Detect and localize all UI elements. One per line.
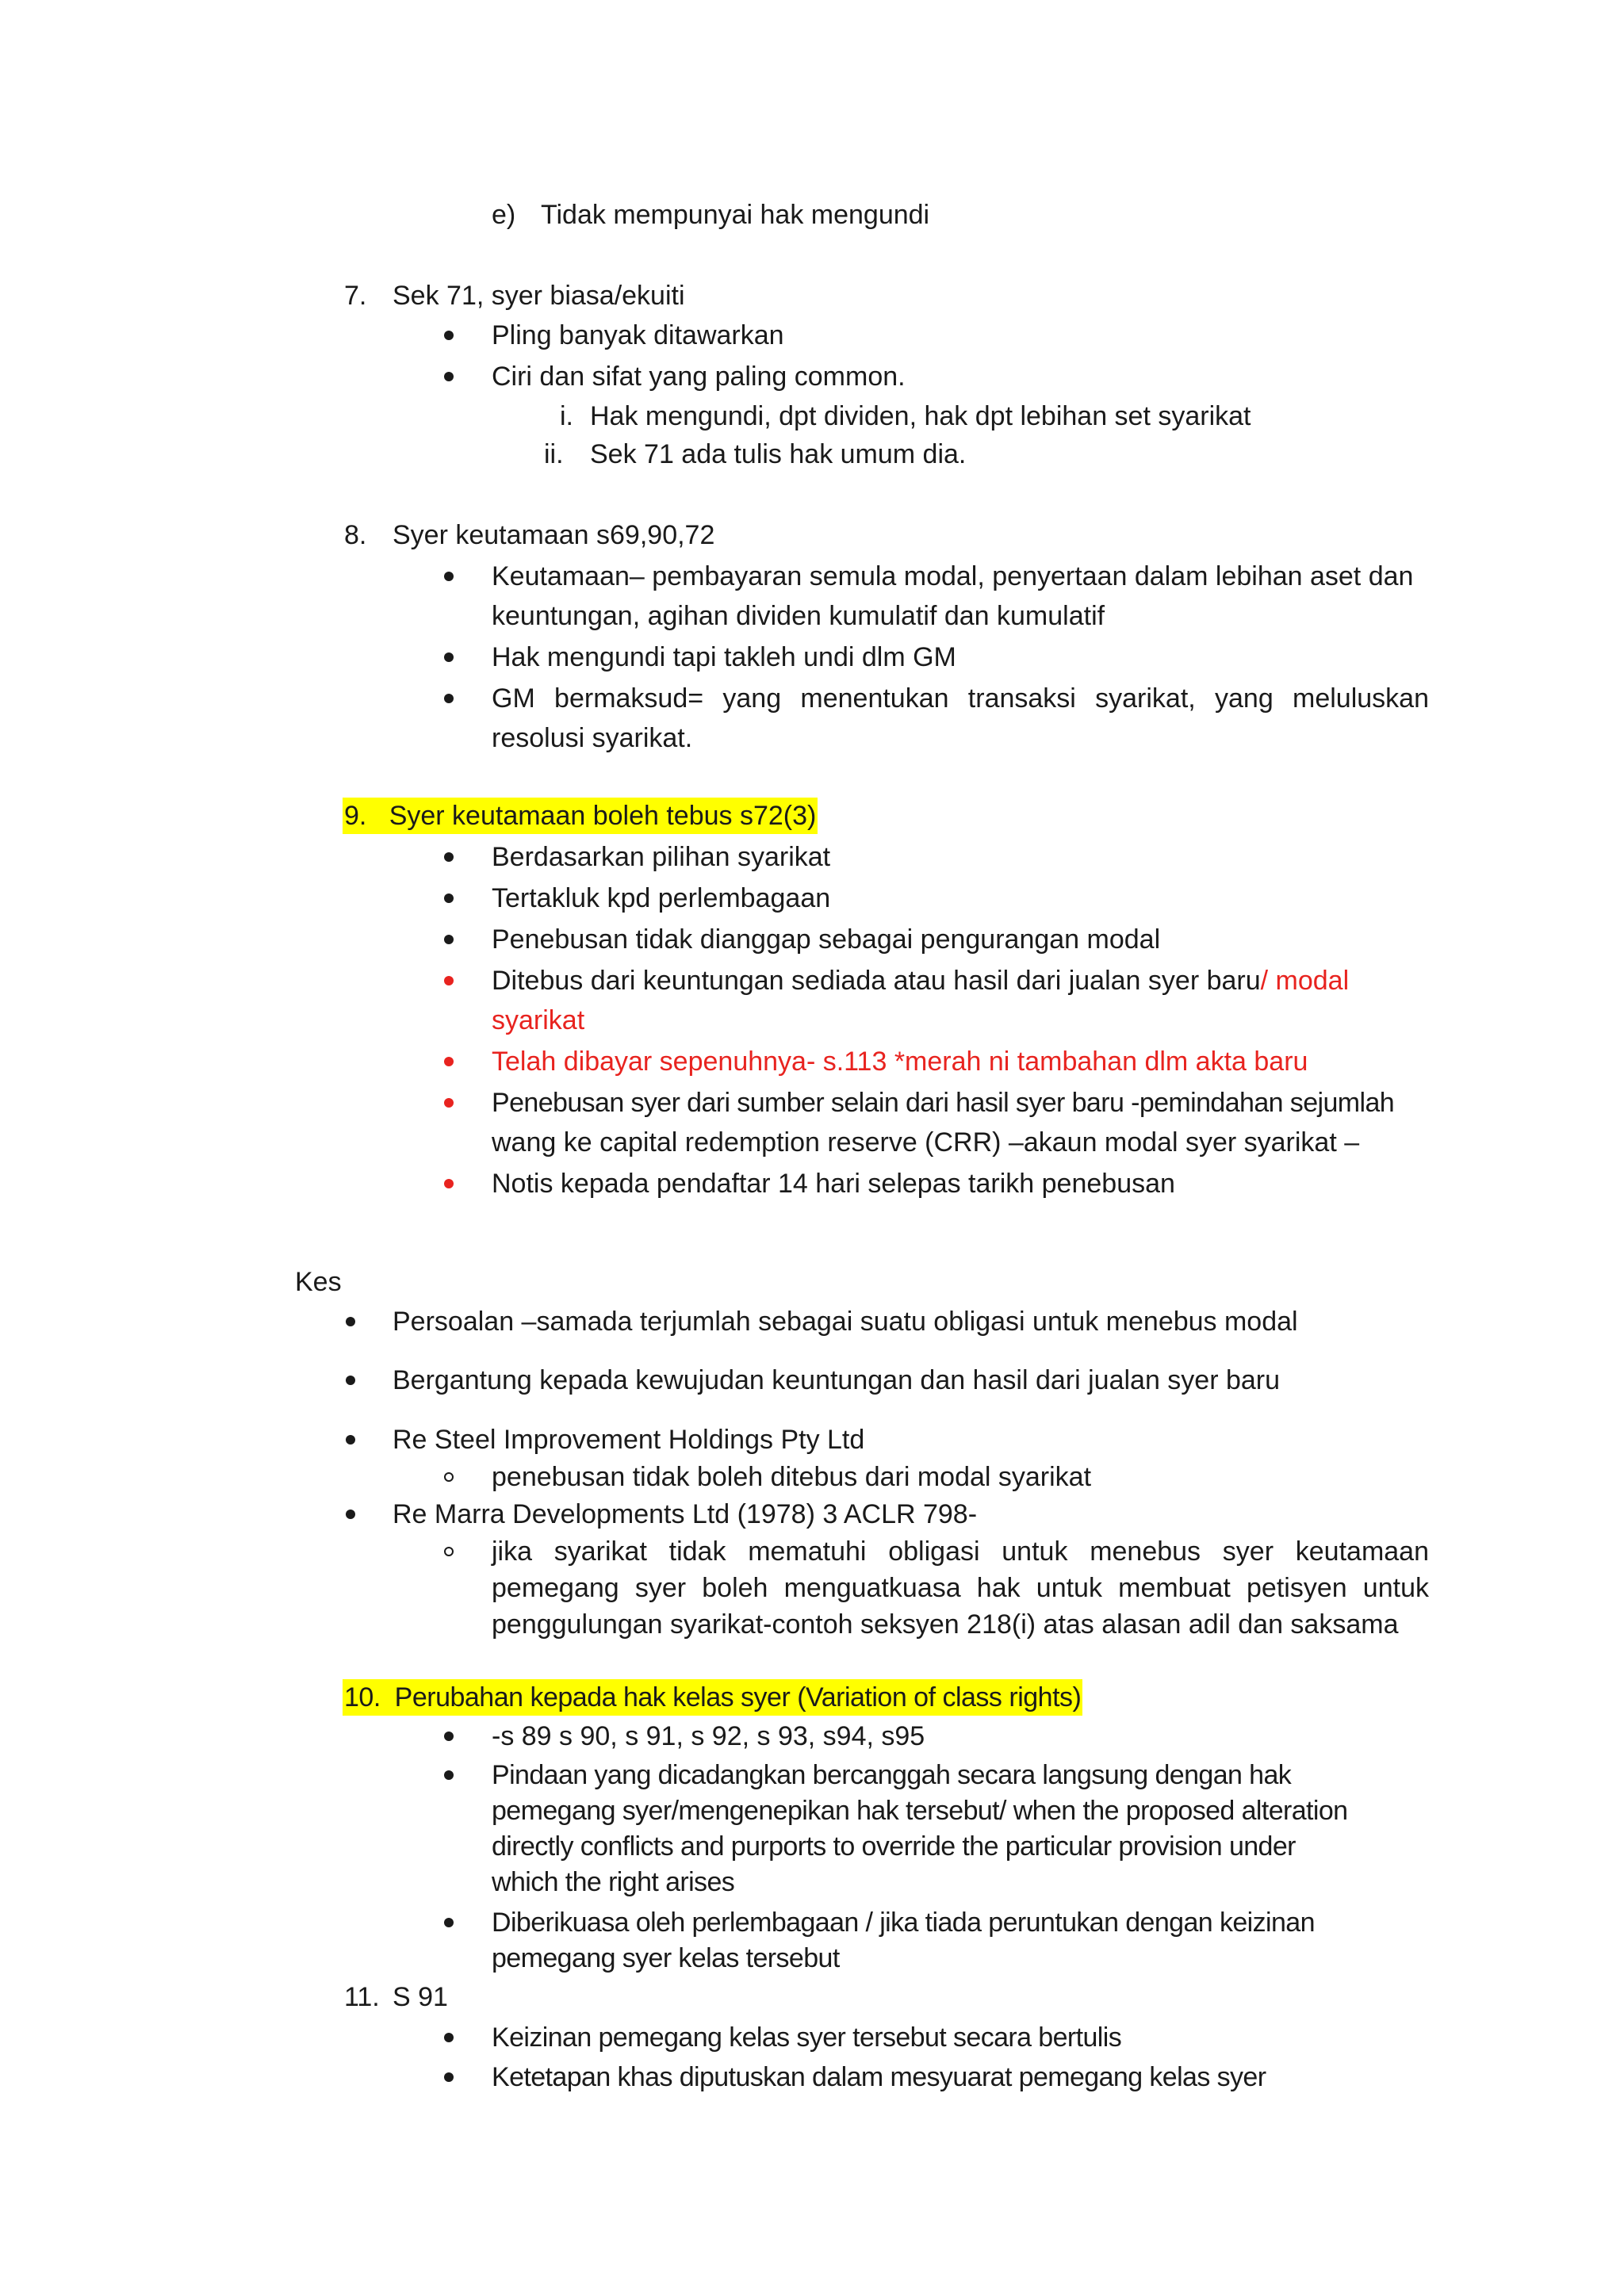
kes-heading: Kes [295, 1267, 342, 1297]
item-9-bullet-7: Notis kepada pendaftar 14 hari selepas tarikh penebusan [492, 1169, 1175, 1199]
bullet-icon [346, 1317, 355, 1326]
kes-bullet-4: Re Marra Developments Ltd (1978) 3 ACLR 798- [393, 1499, 978, 1529]
bullet-icon [346, 1435, 355, 1445]
kes-bullet-4-sub-line-3: penggulungan syarikat-contoh seksyen 218(i) atas alasan adil dan saksama [492, 1609, 1399, 1640]
bullet-icon [444, 852, 454, 862]
item-10-title: Perubahan kepada hak kelas syer (Variation of class rights) [394, 1682, 1082, 1712]
item-11-title: S 91 [393, 1982, 448, 2012]
list-marker-e: e) [492, 200, 516, 230]
item-10-bullet-3-line-1: Diberikuasa oleh perlembagaan / jika tiada peruntukan dengan keizinan [492, 1908, 1315, 1938]
bullet-icon [444, 935, 454, 944]
item-9-bullet-4-line-2: syarikat [492, 1005, 585, 1035]
item-8-bullet-1-line-2: keuntungan, agihan dividen kumulatif dan kumulatif [492, 601, 1105, 631]
item-9-bullet-4-red-text: / modal [1260, 966, 1350, 996]
item-9-bullet-5: Telah dibayar sepenuhnya- s.113 *merah ni tambahan dlm akta baru [492, 1047, 1308, 1077]
circle-bullet-icon [444, 1547, 454, 1556]
bullet-icon [444, 572, 454, 581]
item-7-sub-1-marker: i. [560, 401, 573, 431]
bullet-icon [444, 652, 454, 662]
item-9-bullet-4-text: Ditebus dari keuntungan sediada atau hasil dari jualan syer baru [492, 966, 1261, 996]
item-7-sub-1: Hak mengundi, dpt dividen, hak dpt lebihan set syarikat [590, 401, 1251, 431]
item-8-bullet-1-line-1: Keutamaan– pembayaran semula modal, penyertaan dalam lebihan aset dan [492, 561, 1414, 591]
circle-bullet-icon [444, 1472, 454, 1482]
list-item-e: Tidak mempunyai hak mengundi [541, 200, 930, 230]
item-9-bullet-3: Penebusan tidak dianggap sebagai pengurangan modal [492, 924, 1161, 955]
bullet-icon [444, 694, 454, 703]
bullet-icon [444, 1732, 454, 1741]
item-8-bullet-3-line-1: GM bermaksud= yang menentukan transaksi syarikat, yang meluluskan [492, 683, 1429, 714]
item-8-number: 8. [344, 520, 367, 550]
item-9-title: Syer keutamaan boleh tebus s72(3) [389, 801, 817, 831]
item-11-number: 11. [344, 1982, 380, 2012]
item-10-bullet-2-line-1: Pindaan yang dicadangkan bercanggah secara langsung dengan hak [492, 1760, 1292, 1790]
item-9-number: 9. [344, 801, 367, 831]
bullet-icon [444, 1057, 454, 1066]
bullet-icon [444, 1098, 454, 1108]
kes-bullet-2: Bergantung kepada kewujudan keuntungan dan hasil dari jualan syer baru [393, 1365, 1281, 1395]
bullet-icon [444, 331, 454, 340]
bullet-icon [444, 894, 454, 903]
item-10-bullet-2-line-2: pemegang syer/mengenepikan hak tersebut/ when the proposed alteration [492, 1796, 1348, 1826]
item-10-heading [343, 1679, 1082, 1716]
bullet-icon [444, 2072, 454, 2082]
bullet-icon [444, 372, 454, 381]
kes-bullet-1: Persoalan –samada terjumlah sebagai suatu obligasi untuk menebus modal [393, 1307, 1298, 1337]
item-9-bullet-6-line-2: wang ke capital redemption reserve (CRR) –akaun modal syer syarikat – [492, 1127, 1360, 1158]
item-7-sub-2-marker: ii. [544, 439, 564, 469]
item-7-title: Sek 71, syer biasa/ekuiti [393, 281, 685, 311]
item-11-bullet-2: Ketetapan khas diputuskan dalam mesyuarat pemegang kelas syer [492, 2062, 1266, 2092]
bullet-icon [444, 976, 454, 985]
item-7-bullet-2: Ciri dan sifat yang paling common. [492, 362, 906, 392]
bullet-icon [444, 2033, 454, 2042]
item-9-bullet-4-line-1 [492, 962, 1349, 999]
item-10-bullet-2-line-3: directly conflicts and purports to override the particular provision under [492, 1831, 1296, 1862]
bullet-icon [346, 1376, 355, 1385]
kes-bullet-3: Re Steel Improvement Holdings Pty Ltd [393, 1425, 865, 1455]
kes-bullet-4-sub-line-1: jika syarikat tidak mematuhi obligasi untuk menebus syer keutamaan [492, 1536, 1429, 1567]
item-9-bullet-2: Tertakluk kpd perlembagaan [492, 883, 831, 913]
item-9-heading [343, 798, 818, 834]
item-10-bullet-2-line-4: which the right arises [492, 1867, 735, 1897]
item-8-title: Syer keutamaan s69,90,72 [393, 520, 715, 550]
item-9-bullet-6-line-1: Penebusan syer dari sumber selain dari hasil syer baru -pemindahan sejumlah [492, 1088, 1395, 1118]
item-10-bullet-3-line-2: pemegang syer kelas tersebut [492, 1943, 840, 1973]
item-11-bullet-1: Keizinan pemegang kelas syer tersebut secara bertulis [492, 2022, 1122, 2053]
bullet-icon [346, 1510, 355, 1519]
item-9-bullet-1: Berdasarkan pilihan syarikat [492, 842, 831, 872]
bullet-icon [444, 1179, 454, 1188]
item-7-number: 7. [344, 281, 367, 311]
item-10-number: 10. [344, 1682, 381, 1712]
item-8-bullet-2: Hak mengundi tapi takleh undi dlm GM [492, 642, 956, 672]
item-8-bullet-3-line-2: resolusi syarikat. [492, 723, 693, 753]
bullet-icon [444, 1770, 454, 1780]
item-7-bullet-1: Pling banyak ditawarkan [492, 320, 784, 350]
kes-bullet-4-sub-line-2: pemegang syer boleh menguatkuasa hak untuk membuat petisyen untuk [492, 1573, 1429, 1603]
bullet-icon [444, 1918, 454, 1927]
kes-bullet-3-sub: penebusan tidak boleh ditebus dari modal syarikat [492, 1462, 1092, 1492]
item-10-bullet-1: -s 89 s 90, s 91, s 92, s 93, s94, s95 [492, 1721, 925, 1751]
item-7-sub-2: Sek 71 ada tulis hak umum dia. [590, 439, 967, 469]
